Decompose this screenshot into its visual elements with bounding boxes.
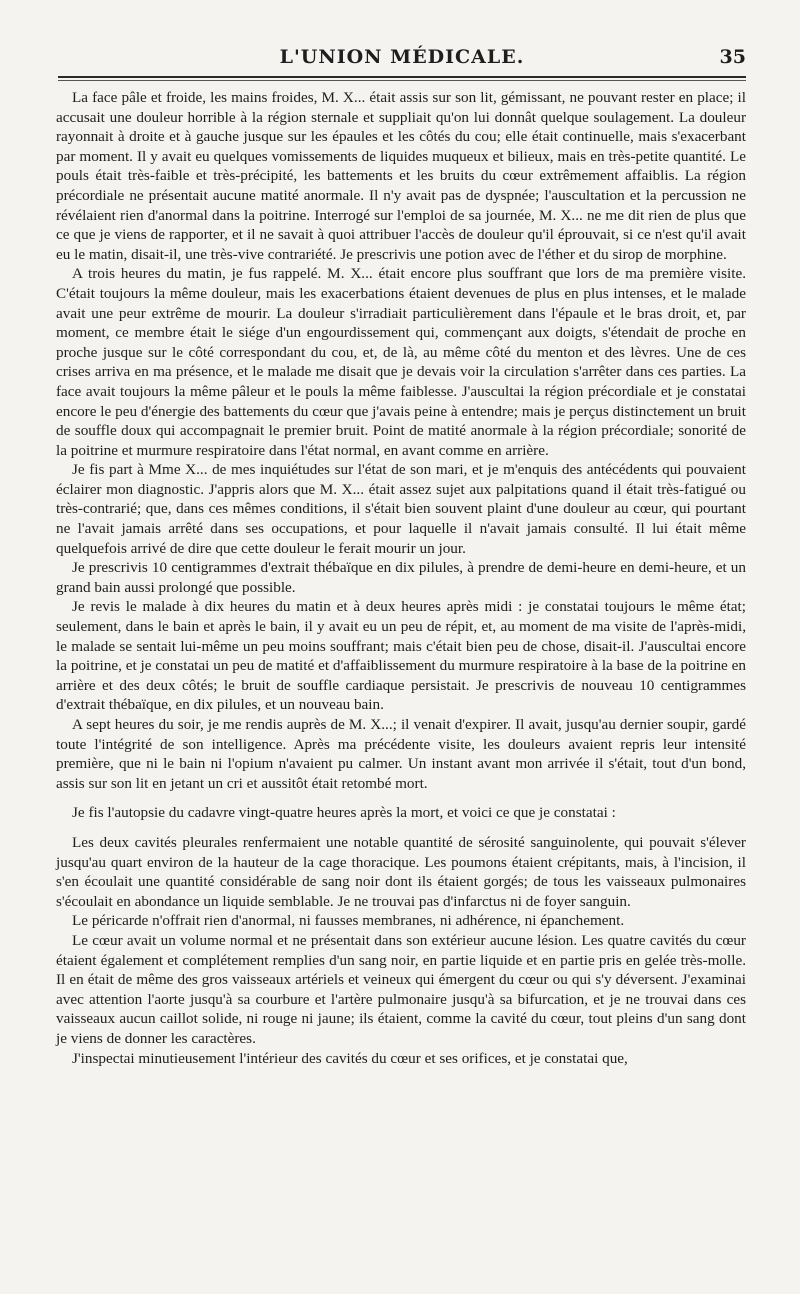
paragraph: J'inspectai minutieusement l'intérieur des cavités du cœur et ses orifices, et je constatai que, <box>72 1049 628 1067</box>
paragraph: Le cœur avait un volume normal et ne présentait dans son extérieur aucune lésion. Les quatre cavités du cœur étaient également et complétement remplies d'un sang noir, en partie liquide et en partie pris en gelée très-molle. Il en était de même des gros vaisseaux artériels et veineux qui émergent du cœur ou qui s'y déversent. J'examinai avec attention l'aorte jusqu'à sa courbure et l'artère pulmonaire jusqu'à sa bifurcation, et je ne trouvai dans ces vaisseaux aucun caillot solide, ni rouge ni jaune; ils étaient, comme la cavité du cœur, tout pleins d'un sang dont je viens de donner les caractères. <box>56 931 746 1047</box>
paragraph: Je fis part à Mme X... de mes inquiétudes sur l'état de son mari, et je m'enquis des antécédents qui pouvaient éclairer mon diagnostic. J'appris alors que M. X... était assez sujet aux palpitations quand il était très-fatigué ou très-contrarié; que, dans ces mêmes conditions, il s'était bien souvent plaint d'une douleur au cœur, qui pourtant ne l'avait jamais arrêté dans ses occupations, et pour laquelle il n'avait jamais consulté. Il lui était même quelquefois arrivé de dire que cette douleur le ferait mourir un jour. <box>56 461 746 557</box>
page-number: 35 <box>719 46 746 68</box>
paragraph: Je prescrivis 10 centigrammes d'extrait thébaïque en dix pilules, à prendre de demi-heure en demi-heure, et un grand bain aussi prolongé que possible. <box>56 559 746 596</box>
paragraph: Les deux cavités pleurales renfermaient une notable quantité de sérosité sanguinolente, qui pouvait s'élever jusqu'au quart environ de la hauteur de la cage thoracique. Les poumons étaient crépitants, mais, à l'incision, il s'en écoulait une quantité considérable de sang noir dont ils étaient gorgés; de tous les vaisseaux pulmonaires s'écoulait en abondance un liquide semblable. Je ne trouvai pas d'infarctus ni de foyer sanguin. <box>56 833 746 910</box>
paragraph: Je revis le malade à dix heures du matin et à deux heures après midi : je constatai toujours le même état; seulement, dans le bain et après le bain, il y avait eu un peu de répit, et, au moment de ma visite de l'après-midi, le malade se sentait lui-même un peu moins souffrant; mais c'était bien peu de chose, disait-il. J'auscultai encore la poitrine, et je constatai un peu de matité et d'affaiblissement du murmure respiratoire à la base de la poitrine en arrière et des deux côtés; le bruit de souffle cardiaque persistait. Je prescrivis de nouveau 10 centigrammes d'extrait thébaïque, en dix pilules, et un nouveau bain. <box>56 598 746 714</box>
running-title: L'UNION MÉDICALE. <box>279 46 525 68</box>
header-rule <box>58 76 746 78</box>
paragraph: A sept heures du soir, je me rendis auprès de M. X...; il venait d'expirer. Il avait, jusqu'au dernier soupir, gardé toute l'intégrité de son intelligence. Après ma précédente visite, les douleurs avaient repris leur intensité première, que ni le bain ni l'opium n'avaient pu calmer. Un instant avant mon arrivée il s'était, tout d'un bond, assis sur son lit en jetant un cri et aussitôt était retombé mort. <box>56 716 746 792</box>
paragraph: La face pâle et froide, les mains froides, M. X... était assis sur son lit, gémissant, ne pouvant rester en place; il accusait une douleur horrible à la région sternale et suppliait qu'on lui donnât quelque soulagement. La douleur rayonnait à droite et à gauche jusque sur les épaules et les côtés du cou; elle était continuelle, mais s'exacerbant par moment. Il y avait eu quelques vomissements de liquides muqueux et bilieux, mais en très-petite quantité. Le pouls était très-faible et très-précipité, les battements et les bruits du cœur extrêmement affaiblis. La région précordiale ne présentait aucune matité anormale. Il n'y avait pas de dyspnée; l'auscultation et la percussion ne révélaient rien d'anormal dans la poitrine. Interrogé sur l'emploi de sa journée, M. X... ne me dit rien de plus que ce que je viens de rapporter, et il ne savait à quoi attribuer l'accès de douleur qu'il éprouvait, si ce n'est qu'il avait eu le matin, disait-il, une très-vive contrariété. Je prescrivis une potion avec de l'éther et du sirop de morphine. <box>56 89 746 263</box>
paragraph: A trois heures du matin, je fus rappelé. M. X... était encore plus souffrant que lors de ma première visite. C'était toujours la même douleur, mais les exacerbations étaient devenues de plus en plus intenses, et le malade avait une peur extrême de mourir. La douleur s'irradiait particulièrement dans l'épaule et le bras droit, et, par moment, ce membre était le siége d'un engourdissement qui, commençant aux doigts, s'étendait de proche en proche jusque sur le côté correspondant du cou, et, de là, au même côté du menton et des lèvres. Une de ces crises arriva en ma présence, et le malade me disait que je devais voir la circulation s'arrêter dans ces parties. La face avait toujours la même pâleur et le pouls la même faiblesse. J'auscultai la région précordiale et je constatai encore le peu d'énergie des battements du cœur que j'avais peine à entendre; mais je perçus distinctement un bruit de souffle doux qui accompagnait le premier bruit. Point de matité anormale à la région précordiale; sonorité de la poitrine et murmure respiratoire dans l'état normal, en avant comme en arrière. <box>56 265 746 459</box>
article-body <box>56 88 746 1068</box>
paragraph: Je fis l'autopsie du cadavre vingt-quatre heures après la mort, et voici ce que je constatai : <box>72 804 616 822</box>
paragraph: Le péricarde n'offrait rien d'anormal, ni fausses membranes, ni adhérence, ni épanchement. <box>72 912 625 930</box>
header-rule-thin <box>58 80 746 81</box>
page-header <box>58 44 746 74</box>
